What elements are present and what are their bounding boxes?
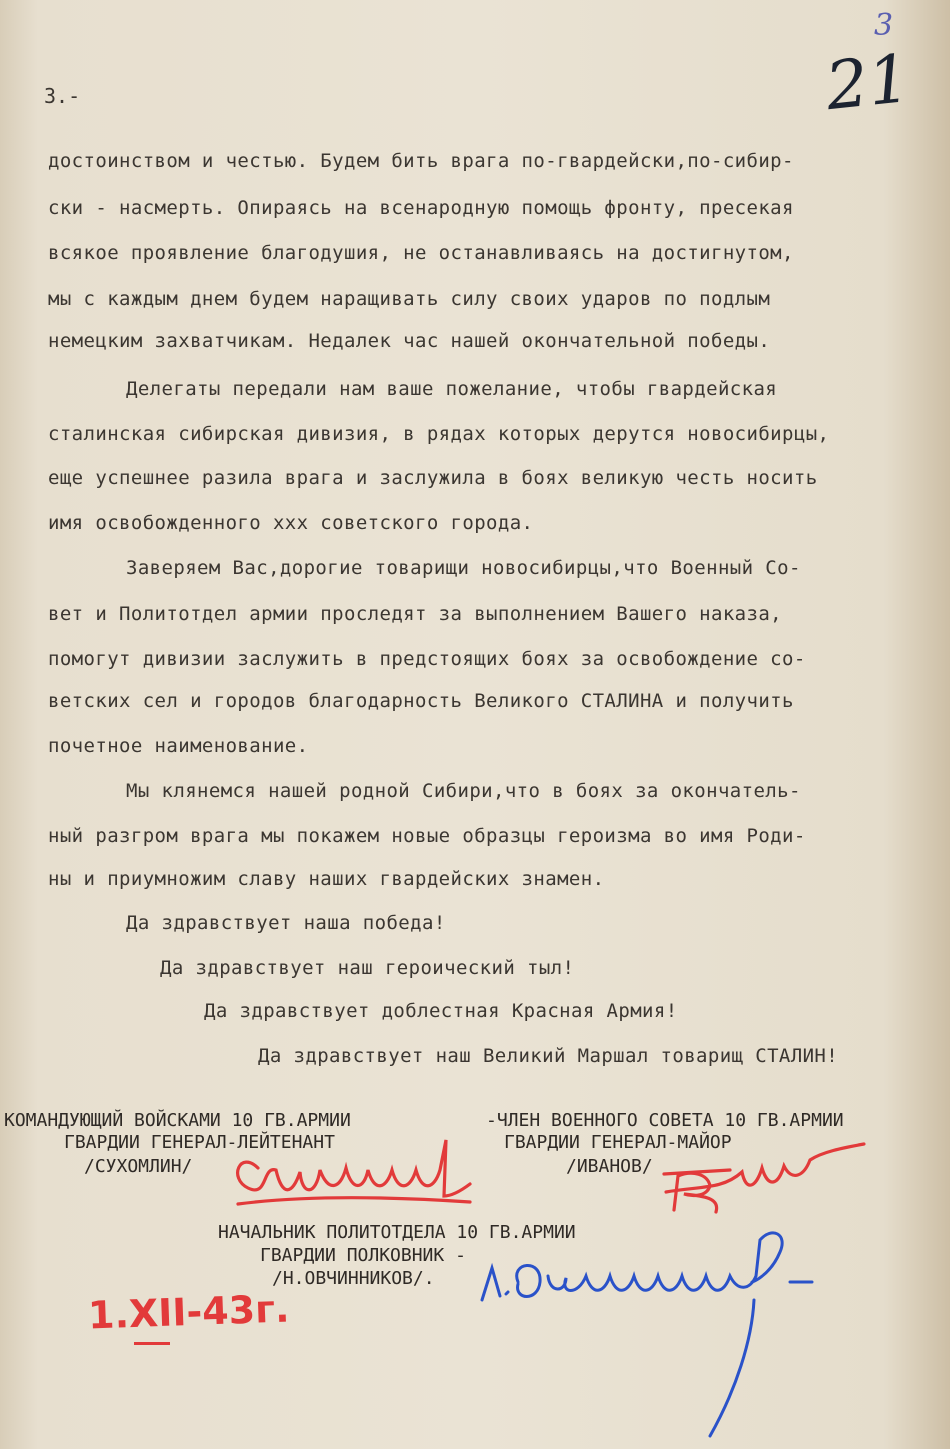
signature-ovchinnikov xyxy=(482,1233,812,1436)
body-line: Мы клянемся нашей родной Сибири,что в боях за окончатель- xyxy=(126,780,801,802)
body-line: немецким захватчикам. Недалек час нашей окончательной победы. xyxy=(48,330,771,352)
council-member-title: -ЧЛЕН ВОЕННОГО СОВЕТА 10 ГВ.АРМИИ xyxy=(486,1110,844,1131)
body-line: Заверяем Вас,дорогие товарищи новосибирцы,что Военный Со- xyxy=(126,557,801,579)
body-line: сталинская сибирская дивизия, в рядах которых дерутся новосибирцы, xyxy=(48,423,830,445)
body-line: ны и приумножим славу наших гвардейских знамен. xyxy=(48,868,605,890)
politdept-name: /Н.ОВЧИННИКОВ/. xyxy=(272,1268,435,1289)
slogan-line: Да здравствует доблестная Красная Армия! xyxy=(204,1000,678,1022)
body-line: ный разгром врага мы покажем новые образцы героизма во имя Роди- xyxy=(48,825,806,847)
body-line: Делегаты передали нам ваше пожелание, чтобы гвардейская xyxy=(126,378,778,400)
commander-name: /СУХОМЛИН/ xyxy=(84,1156,193,1177)
signature-ivanov xyxy=(664,1144,864,1212)
commander-rank: ГВАРДИИ ГЕНЕРАЛ-ЛЕЙТЕНАНТ xyxy=(64,1132,335,1153)
signature-sukhomlin xyxy=(238,1140,470,1204)
slogan-line: Да здравствует наш Великий Маршал товарищ СТАЛИН! xyxy=(258,1045,839,1067)
council-member-rank: ГВАРДИИ ГЕНЕРАЛ-МАЙОР xyxy=(504,1132,732,1153)
body-line: мы с каждым днем будем наращивать силу своих ударов по подлым xyxy=(48,288,771,310)
page-number: 3.- xyxy=(44,84,81,108)
body-line: помогут дивизии заслужить в предстоящих боях за освобождение со- xyxy=(48,648,806,670)
body-line: достоинством и честью. Будем бить врага по-гвардейски,по-сибир- xyxy=(48,150,794,172)
politdept-title: НАЧАЛЬНИК ПОЛИТОТДЕЛА 10 ГВ.АРМИИ xyxy=(218,1222,576,1243)
body-line: еще успешнее разила врага и заслужила в боях великую честь носить xyxy=(48,467,818,489)
handwritten-date: 1.XII-43г. xyxy=(87,1286,291,1338)
body-line: ветских сел и городов благодарность Великого СТАЛИНА и получить xyxy=(48,690,794,712)
slogan-line: Да здравствует наш героический тыл! xyxy=(160,957,575,979)
body-line: ски - насмерть. Опираясь на всенародную помощь фронту, пресекая xyxy=(48,197,794,219)
folio-number: 21 xyxy=(822,39,914,126)
folio-correction: 3 xyxy=(874,8,894,43)
commander-title: КОМАНДУЮЩИЙ ВОЙСКАМИ 10 ГВ.АРМИИ xyxy=(4,1110,351,1131)
body-line: имя освобожденного ххх советского города. xyxy=(48,512,534,534)
date-underline xyxy=(134,1342,170,1345)
council-member-name: /ИВАНОВ/ xyxy=(566,1156,653,1177)
body-line: вет и Политотдел армии проследят за выполнением Вашего наказа, xyxy=(48,603,783,625)
body-line: почетное наименование. xyxy=(48,735,309,757)
politdept-rank: ГВАРДИИ ПОЛКОВНИК - xyxy=(260,1245,466,1266)
slogan-line: Да здравствует наша победа! xyxy=(126,912,446,934)
body-line: всякое проявление благодушия, не останавливаясь на достигнутом, xyxy=(48,242,794,264)
